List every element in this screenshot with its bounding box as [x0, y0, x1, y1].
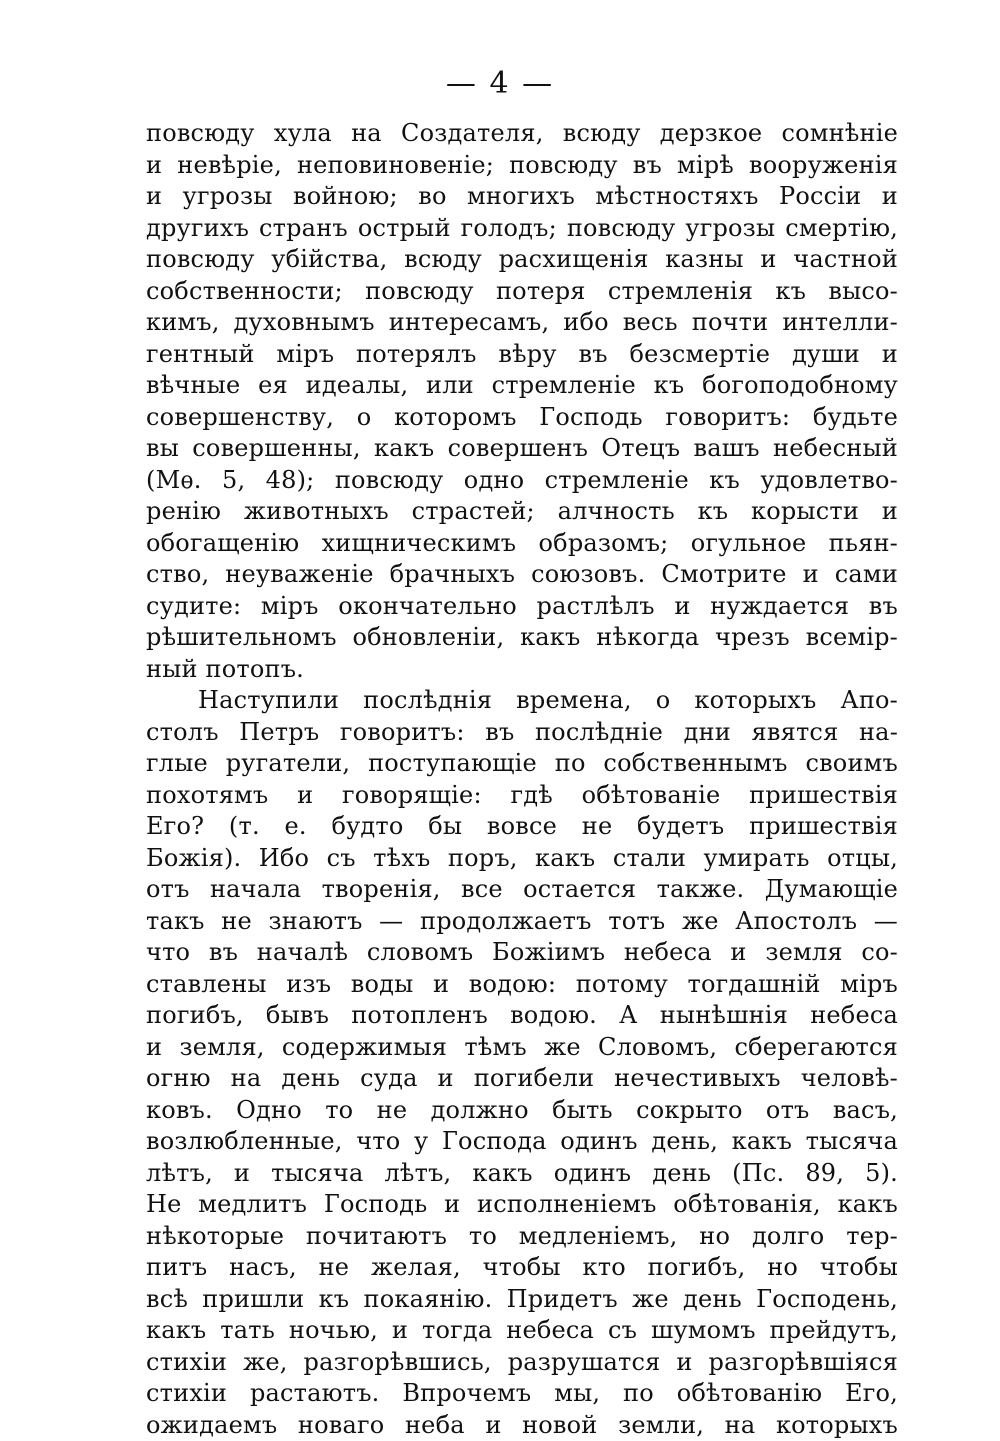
text-line: гентный міръ потерялъ вѣру въ безсмертіе души и — [146, 339, 898, 371]
text-line: ный потопъ. — [146, 654, 898, 686]
text-line: питъ насъ, не желая, чтобы кто погибъ, но чтобы — [146, 1252, 898, 1284]
text-line: и невѣріе, неповиновеніе; повсюду въ мірѣ вооруженія — [146, 150, 898, 182]
text-line: похотямъ и говорящіе: гдѣ обѣтованіе пришествія — [146, 780, 898, 812]
body-text — [146, 118, 898, 1441]
text-line: ковъ. Одно то не должно быть сокрыто отъ васъ, — [146, 1095, 898, 1127]
text-line: что въ началѣ словомъ Божіимъ небеса и земля со- — [146, 937, 898, 969]
page-number: — 4 — — [0, 64, 1000, 104]
text-line: погибъ, бывъ потопленъ водою. А нынѣшнія небеса — [146, 1000, 898, 1032]
text-line: какъ тать ночью, и тогда небеса съ шумомъ прейдутъ, — [146, 1315, 898, 1347]
text-line: совершенству, о которомъ Господь говоритъ: будьте — [146, 402, 898, 434]
text-line: другихъ странъ острый голодъ; повсюду угрозы смертію, — [146, 213, 898, 245]
text-line: Его? (т. е. будто бы вовсе не будетъ пришествія — [146, 811, 898, 843]
text-line: кимъ, духовнымъ интересамъ, ибо весь почти интелли- — [146, 307, 898, 339]
text-line: глые ругатели, поступающіе по собственнымъ своимъ — [146, 748, 898, 780]
paragraph-1 — [146, 118, 898, 685]
text-line: лѣтъ, и тысяча лѣтъ, какъ одинъ день (Пс. 89, 5). — [146, 1158, 898, 1190]
text-line: Божія). Ибо съ тѣхъ поръ, какъ стали умирать отцы, — [146, 843, 898, 875]
text-line: столъ Петръ говоритъ: въ послѣдніе дни явятся на- — [146, 717, 898, 749]
text-line: ство, неуваженіе брачныхъ союзовъ. Смотрите и сами — [146, 559, 898, 591]
text-line: повсюду хула на Создателя, всюду дерзкое сомнѣніе — [146, 118, 898, 150]
text-line: возлюбленные, что у Господа одинъ день, какъ тысяча — [146, 1126, 898, 1158]
text-line: повсюду убійства, всюду расхищенія казны и частной — [146, 244, 898, 276]
text-line: судите: міръ окончательно растлѣлъ и нуждается въ — [146, 591, 898, 623]
text-line: обогащенію хищническимъ образомъ; огульное пьян- — [146, 528, 898, 560]
text-line: ожидаемъ новаго неба и новой земли, на которыхъ — [146, 1410, 898, 1441]
text-line: и земля, содержимыя тѣмъ же Словомъ, сберегаются — [146, 1032, 898, 1064]
text-line: стихіи растаютъ. Впрочемъ мы, по обѣтованію Его, — [146, 1378, 898, 1410]
text-line: Наступили послѣднія времена, о которыхъ Апо- — [146, 685, 898, 717]
text-line: (Мѳ. 5, 48); повсюду одно стремленіе къ удовлетво- — [146, 465, 898, 497]
text-line: вы совершенны, какъ совершенъ Отецъ вашъ небесный — [146, 433, 898, 465]
text-line: всѣ пришли къ покаянію. Придетъ же день Господень, — [146, 1284, 898, 1316]
text-line: отъ начала творенія, все остается также. Думающіе — [146, 874, 898, 906]
text-line: собственности; повсюду потеря стремленія къ высо- — [146, 276, 898, 308]
text-line: стихіи же, разгорѣвшись, разрушатся и разгорѣвшіяся — [146, 1347, 898, 1379]
text-line: Не медлитъ Господь и исполненіемъ обѣтованія, какъ — [146, 1189, 898, 1221]
text-line: ставлены изъ воды и водою: потому тогдашній міръ — [146, 969, 898, 1001]
text-line: рѣшительномъ обновленіи, какъ нѣкогда чрезъ всемір- — [146, 622, 898, 654]
text-line: ренію животныхъ страстей; алчность къ корысти и — [146, 496, 898, 528]
text-line: огню на день суда и погибели нечестивыхъ человѣ- — [146, 1063, 898, 1095]
text-line: вѣчные ея идеалы, или стремленіе къ богоподобному — [146, 370, 898, 402]
text-line: и угрозы войною; во многихъ мѣстностяхъ Россіи и — [146, 181, 898, 213]
text-line: такъ не знаютъ — продолжаетъ тотъ же Апостолъ — — [146, 906, 898, 938]
text-line: нѣкоторые почитаютъ то медленіемъ, но долго тер- — [146, 1221, 898, 1253]
paragraph-2 — [146, 685, 898, 1441]
